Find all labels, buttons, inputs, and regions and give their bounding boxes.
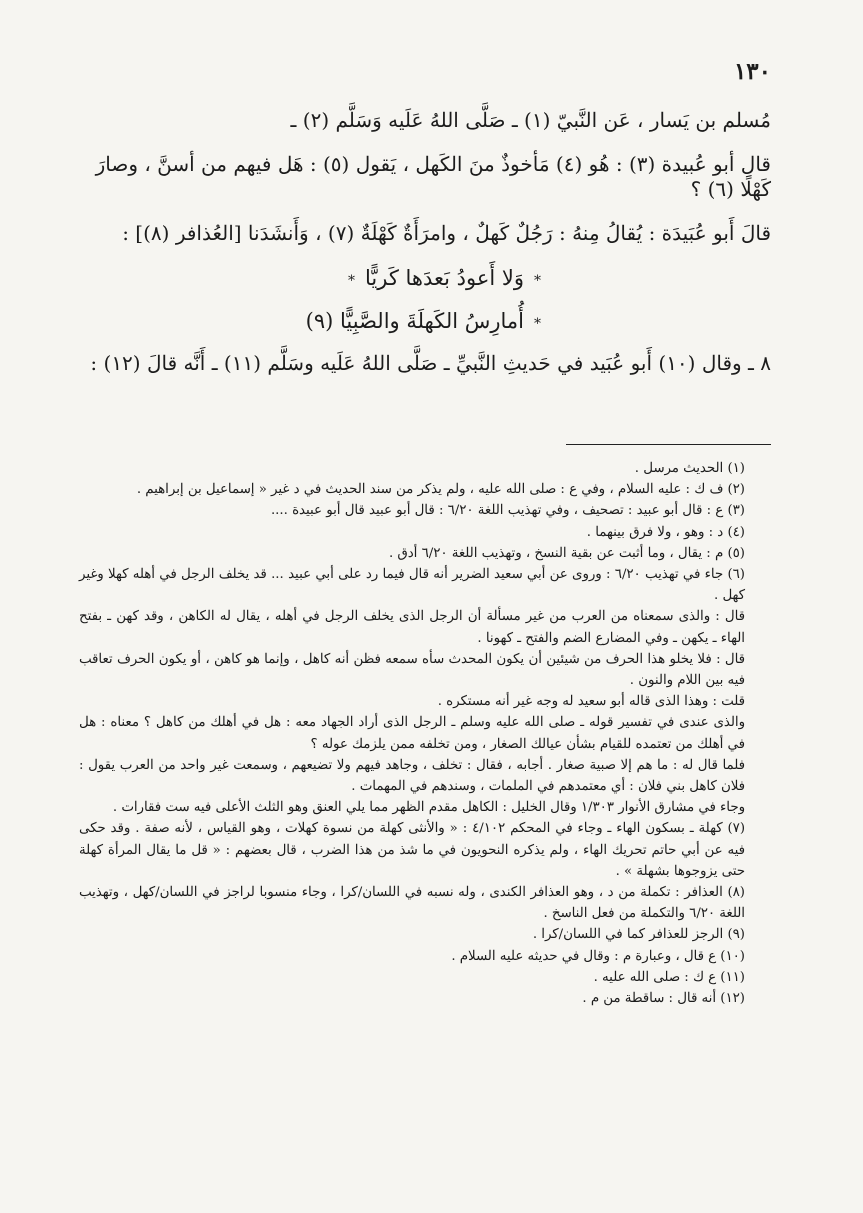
footnote: قال : فلا يخلو هذا الحرف من شيئين أن يكون المحدث سأه سمعه فظن أنه كاهل ، وإنما هو كاهن ، أو يكون الحرف تعاقب فيه بين اللام والنون . xyxy=(79,651,745,689)
footnote: (٣) ع : قال أبو عبيد : تصحيف ، وفي تهذيب اللغة ٦/٢٠ : قال أبو عبيد قال أبو عبيدة .... xyxy=(270,503,745,519)
verse-text: أُمارِسُ الكَهلَةَ والصَّبِيًّا (٩) xyxy=(305,309,524,333)
footnote: (٧) كهلة ـ بسكون الهاء ـ وجاء في المحكم ٤/١٠٢ : « والأنثى كهلة من نسوة كهلات ، وهو القياس ، لأنه صفة . وقد حكى فيه عن أبي حاتم تحريك الهاء ، ولم يذكره النحويون في ما شذ من هذا الضرب ، قال بعضهم : « قل ما يقال المرأة كهلة حتى يزوجوها بشهلة » . xyxy=(79,821,746,879)
footnote: (٩) الرجز للعذافر كما في اللسان/كرا . xyxy=(532,927,745,943)
verse-text: وَلا أَعودُ بَعدَها كَريًّا xyxy=(364,266,524,290)
verse-marker: * xyxy=(534,273,541,289)
footnotes xyxy=(79,458,771,1009)
footnote: (٦) جاء في تهذيب ٦/٢٠ : وروى عن أبي سعيد الضرير أنه قال فيما رد على أبي عبيد ... قد يخلف الرجل في أهله كهلا وغير كهل . xyxy=(79,567,745,604)
footnote: (٥) م : يقال ، وما أثبت عن بقية النسخ ، وتهذيب اللغة ٦/٢٠ أدق . xyxy=(388,545,745,561)
footnote: قلت : وهذا الذى قاله أبو سعيد له وجه غير أنه مستكره . xyxy=(437,694,745,710)
verse-marker: * xyxy=(347,273,355,289)
footnote: (٢) ف ك : عليه السلام ، وفي ع : صلى الله عليه ، ولم يذكر من سند الحديث في د غير « إسماعيل بن إبراهيم . xyxy=(136,482,745,498)
footnote: فلما قال له : ما هم إلا صبية صغار . أجابه ، فقال : تخلف ، وجاهد فيهم ولا تضيعهم ، وسمعت غير واحد من العرب يقول : فلان كاهل بني فلان : أي معتمدهم في الملمات ، وسندهم في المهمات . xyxy=(79,757,745,795)
page-number: ١٣٠ xyxy=(733,58,771,85)
main-line: ٨ ـ وقال (١٠) أَبو عُبَيد في حَديثِ النَّبيِّ ـ صَلَّى اللهُ عَلَيه وسَلَّم (١١) ـ أَنَّه قالَ (١٢) : xyxy=(90,351,771,375)
footnote: والذى عندى في تفسير قوله ـ صلى الله عليه وسلم ـ الرجل الذى أراد الجهاد معه : هل في أهلك من كاهل ؟ معناه : هل في أهلك من تعتمده للقيام بشأن عيالك الصغار ، ومن تخلفه ممن يلزمك عوله ؟ xyxy=(79,715,745,752)
footnote: (١١) ع ك : صلى الله عليه . xyxy=(593,969,745,985)
main-line: قالَ أَبو عُبَيدَة : يُقالُ مِنهُ : رَجُلٌ كَهلٌ ، وامرَأَةٌ كَهْلَةٌ (٧) ، وَأَنشَدَنا [العُذافر (٨)] : xyxy=(122,221,771,245)
footnote: (٤) د : وهو ، ولا فرق بينهما . xyxy=(586,524,745,540)
main-line: قال أبو عُبيدة (٣) : هُو (٤) مَأخوذٌ منَ الكَهل ، يَقول (٥) : هَل فيهم من أسنَّ ، وصارَ كَهْلًا (٦) ؟ xyxy=(95,152,771,201)
main-line: مُسلم بن يَسار ، عَن النَّبيّ (١) ـ صَلَّى اللهُ عَلَيه وَسَلَّم (٢) ـ xyxy=(290,108,771,132)
verse-marker: * xyxy=(534,316,541,332)
main-text xyxy=(81,108,771,395)
footnote-divider xyxy=(566,444,771,445)
footnote: (١٠) ع قال ، وعبارة م : وقال في حديثه عليه السلام . xyxy=(451,948,745,964)
verse-line xyxy=(81,308,771,337)
footnote: (١) الحديث مرسل . xyxy=(634,461,745,476)
footnote: (٨) العذافر : تكملة من د ، وهو العذافر الكندى ، وله نسبه في اللسان/كرا ، وجاء منسوبا لراجز في اللسان/كهل ، وتهذيب اللغة ٦/٢٠ والتكملة من فعل الناسخ . xyxy=(79,885,745,922)
footnote: قال : والذى سمعناه من العرب من غير مسألة أن الرجل الذى يخلف الرجل في أهله ، يقال له الكاهن ، وقد كهن ـ بفتح الهاء ـ يكهن ـ وفي المضارع الضم والفتح ـ كهونا . xyxy=(79,609,745,646)
footnote: (١٢) أنه قال : ساقطة من م . xyxy=(582,991,745,1007)
verse-line xyxy=(81,265,771,294)
footnote: وجاء في مشارق الأنوار ١/٣٠٣ وقال الخليل : الكاهل مقدم الظهر مما يلي العنق وهو الثلث الأعلى فيه ست فقارات . xyxy=(112,800,745,816)
